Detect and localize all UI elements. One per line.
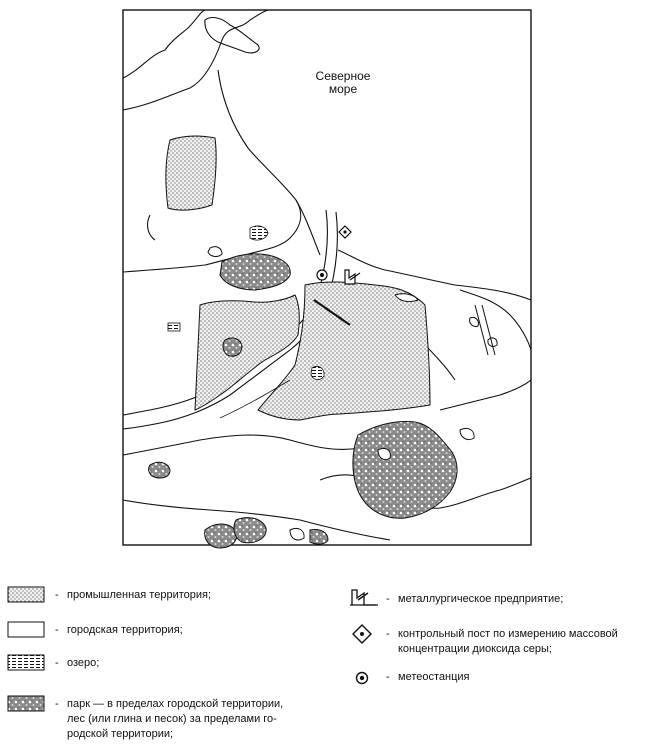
target-icon bbox=[317, 270, 327, 280]
sea-label bbox=[298, 70, 388, 96]
legend-diamond-dot-icon bbox=[353, 625, 371, 643]
legend-dash: - bbox=[55, 624, 59, 636]
legend-dash: - bbox=[386, 593, 390, 605]
parcel-1 bbox=[208, 247, 222, 257]
lake-dashed-swatch bbox=[8, 655, 44, 670]
urban-empty-swatch bbox=[8, 622, 44, 637]
park-southwest bbox=[149, 462, 170, 478]
legend-dash: - bbox=[55, 657, 59, 669]
lake-central bbox=[311, 366, 324, 379]
sea-label-line1: Северное bbox=[315, 69, 371, 83]
legend-park-line3: родской территории; bbox=[67, 728, 174, 740]
legend-industrial-text: промышленная территория; bbox=[67, 589, 212, 601]
industrial-pattern-swatch bbox=[8, 587, 44, 602]
legend-target-icon bbox=[357, 673, 368, 684]
legend-park-line1: парк — в пределах городской территории, bbox=[67, 698, 284, 710]
legend-dash: - bbox=[386, 628, 390, 640]
legend-monitoring-line1: контрольный пост по измерению массовой bbox=[398, 628, 618, 640]
industrial-area-north bbox=[166, 136, 216, 210]
legend-factory-icon bbox=[350, 590, 378, 605]
legend-dash: - bbox=[55, 698, 59, 710]
park-south-2 bbox=[234, 518, 266, 543]
legend-dash: - bbox=[55, 589, 59, 601]
park-stipple-swatch bbox=[8, 696, 44, 711]
legend-lake-text: озеро; bbox=[67, 657, 100, 669]
park-north bbox=[220, 254, 290, 290]
sea-label-line2: море bbox=[328, 82, 358, 96]
legend-metallurgy-text: металлургическое предприятие; bbox=[398, 593, 564, 605]
legend-urban-text: городская территория; bbox=[67, 624, 183, 636]
park-south-1 bbox=[205, 524, 237, 548]
legend-meteo-text: метеостанция bbox=[398, 671, 470, 683]
legend-monitoring-line2: концентрации диоксида серы; bbox=[398, 643, 552, 655]
lake-west bbox=[168, 323, 180, 331]
legend-dash: - bbox=[386, 671, 390, 683]
legend-park-line2: лес (или глина и песок) за пределами го- bbox=[67, 713, 277, 725]
park-west bbox=[223, 338, 242, 356]
